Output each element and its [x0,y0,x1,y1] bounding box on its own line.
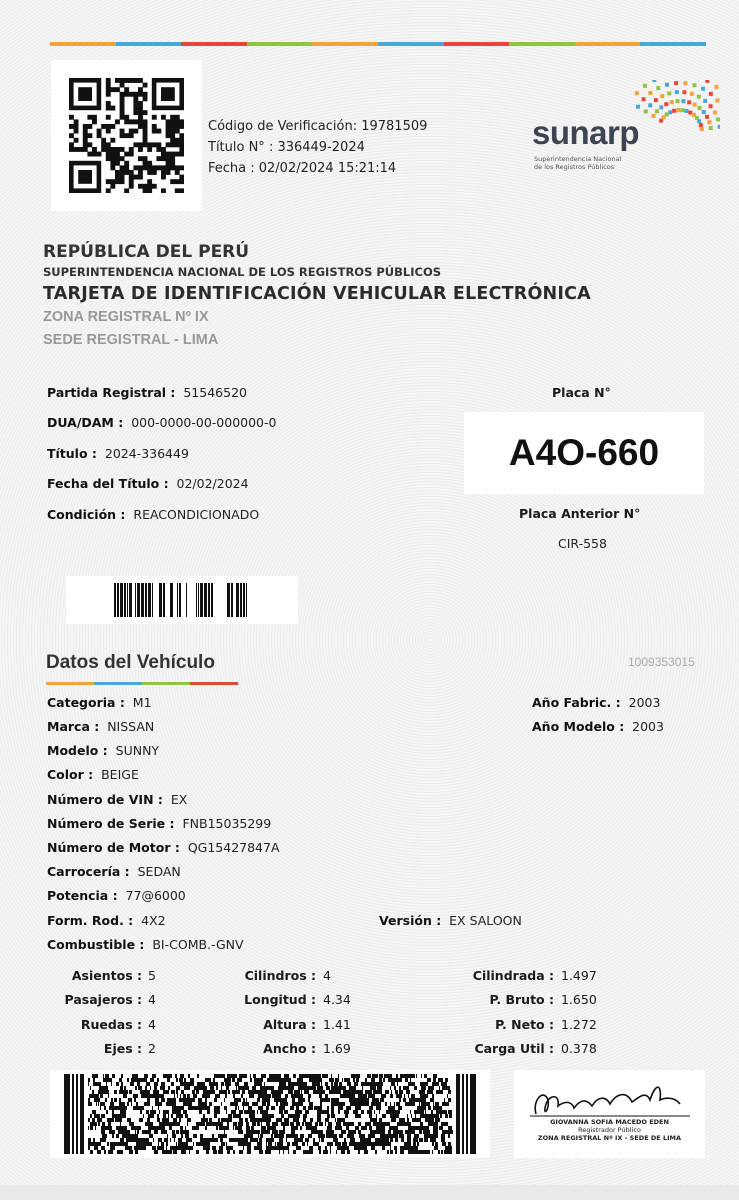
vin-field [47,792,187,807]
cilindros-value: 4 [323,968,331,983]
registrar-zone: ZONA REGISTRAL Nº IX - SEDE DE LIMA [537,1134,682,1142]
stripe-segment [575,42,641,46]
verification-code: Código de Verificación: 19781509 [208,119,428,134]
p-neto-value: 1.272 [561,1017,597,1032]
vehicle-data-heading: Datos del Vehículo [46,652,215,673]
field-value: M1 [132,695,152,710]
field-label: Marca : [47,719,100,734]
field-label: Condición : [47,507,126,522]
field-value: BI-COMB.-GNV [152,937,244,952]
ejes-label: Ejes : [103,1041,142,1056]
stripe-segment [444,42,510,46]
field-value: NISSAN [107,719,155,734]
underline-segment [46,682,94,685]
registrar-signature-block [514,1070,705,1158]
ruedas-label: Ruedas : [80,1017,142,1032]
field-label: Combustible : [47,937,145,952]
asientos-value: 5 [148,968,156,983]
underline-segment [190,682,238,685]
field-value: REACONDICIONADO [133,507,260,522]
linear-barcode [66,576,298,624]
registrar-name: GIOVANNA SOFIA MACEDO EDEN [550,1118,669,1126]
categoria-field [47,695,152,710]
stripe-segment [247,42,313,46]
signature-icon [514,1070,705,1158]
stripe-segment [509,42,575,46]
superintendencia-heading: SUPERINTENDENCIA NACIONAL DE LOS REGISTROS PÚBLICOS [43,265,442,279]
cilindros-label: Cilindros : [244,968,316,983]
carga-util-value: 0.378 [561,1041,597,1056]
pasajeros-value: 4 [148,992,156,1007]
ruedas-value: 4 [148,1017,156,1032]
field-value: FNB15035299 [182,816,272,831]
plate-box [464,412,704,494]
asientos-label: Asientos : [71,968,142,983]
cilindrada-value: 1.497 [561,968,597,983]
potencia-field [47,888,186,903]
field-label: Modelo : [47,743,108,758]
heading-underline [46,682,238,685]
verification-qr-code [51,60,202,211]
field-label: Categoria : [47,695,125,710]
field-label: Título : [47,446,97,461]
field-label: DUA/DAM : [47,415,124,430]
field-label: Fecha del Título : [47,476,169,491]
previous-plate-value: CIR-558 [558,536,607,551]
plate-number: A4O-660 [508,432,660,473]
fecha-titulo-field [47,476,249,491]
version-field [379,913,522,928]
carga-util-label: Carga Util : [474,1041,554,1056]
field-label: Versión : [379,913,442,928]
republica-heading: REPÚBLICA DEL PERÚ [43,242,250,262]
sede-registral: SEDE REGISTRAL - LIMA [43,332,219,348]
stripe-segment [312,42,378,46]
logo-subtitle-line1: Superintendencia Nacional [534,155,622,163]
carroceria-field [47,864,181,879]
field-value: 77@6000 [125,888,186,903]
plate-label: Placa N° [552,385,611,400]
sunarp-logo [530,80,720,190]
stripe-segment [50,42,116,46]
partida-registral-field [47,385,247,400]
stripe-segment [116,42,182,46]
motor-field [47,840,280,855]
field-value: EX SALOON [449,913,522,928]
field-label: Carrocería : [47,864,130,879]
ancho-label: Ancho : [263,1041,316,1056]
field-label: Partida Registral : [47,385,176,400]
field-value: SUNNY [115,743,160,758]
previous-plate-label: Placa Anterior N° [519,506,641,521]
stripe-segment [181,42,247,46]
serie-field [47,816,271,831]
logo-wordmark: sunarp [532,114,640,151]
altura-value: 1.41 [323,1017,351,1032]
longitud-value: 4.34 [323,992,351,1007]
field-label: Número de Motor : [47,840,180,855]
field-value: 2003 [632,719,664,734]
document-title: TARJETA DE IDENTIFICACIÓN VEHICULAR ELECTRÓNICA [43,284,591,304]
p-bruto-label: P. Bruto : [489,992,554,1007]
anio-fabric-field [532,695,660,710]
condicion-field [47,507,259,522]
pasajeros-label: Pasajeros : [64,992,142,1007]
stripe-segment [378,42,444,46]
form-rod-field [47,913,166,928]
color-field [47,767,139,782]
zona-registral: ZONA REGISTRAL Nº IX [43,309,209,325]
p-neto-label: P. Neto : [495,1017,554,1032]
field-label: Número de VIN : [47,792,163,807]
field-value: QG15427847A [187,840,280,855]
field-value: 000-0000-00-000000-0 [131,415,277,430]
underline-segment [142,682,190,685]
altura-label: Altura : [263,1017,316,1032]
marca-field [47,719,154,734]
verification-block [208,116,427,179]
underline-segment [94,682,142,685]
longitud-label: Longitud : [244,992,316,1007]
cilindrada-label: Cilindrada : [472,968,554,983]
field-value: 02/02/2024 [176,476,249,491]
title-number: Título N° : 336449-2024 [208,140,365,155]
color-stripe [50,42,706,46]
stripe-segment [640,42,706,46]
logo-subtitle [534,155,621,171]
modelo-field [47,743,159,758]
field-value: 2024-336449 [104,446,189,461]
p-bruto-value: 1.650 [561,992,597,1007]
document-number: 1009353015 [628,655,695,669]
field-value: EX [170,792,188,807]
field-value: 4X2 [141,913,166,928]
issue-date: Fecha : 02/02/2024 15:21:14 [208,161,397,176]
field-label: Año Modelo : [532,719,625,734]
field-value: SEDAN [137,864,181,879]
ejes-value: 2 [148,1041,156,1056]
ancho-value: 1.69 [323,1041,351,1056]
dua-dam-field [47,415,276,430]
field-value: 51546520 [183,385,247,400]
titulo-field [47,446,189,461]
field-label: Form. Rod. : [47,913,134,928]
field-label: Año Fabric. : [532,695,621,710]
combustible-field [47,937,244,952]
field-label: Potencia : [47,888,118,903]
registrar-role: Registrador Público [578,1126,641,1134]
field-label: Color : [47,767,94,782]
anio-modelo-field [532,719,664,734]
field-value: BEIGE [101,767,139,782]
field-value: 2003 [628,695,661,710]
pdf417-barcode [50,1070,490,1158]
field-label: Número de Serie : [47,816,175,831]
logo-subtitle-line2: de los Registros Públicos [534,163,615,171]
